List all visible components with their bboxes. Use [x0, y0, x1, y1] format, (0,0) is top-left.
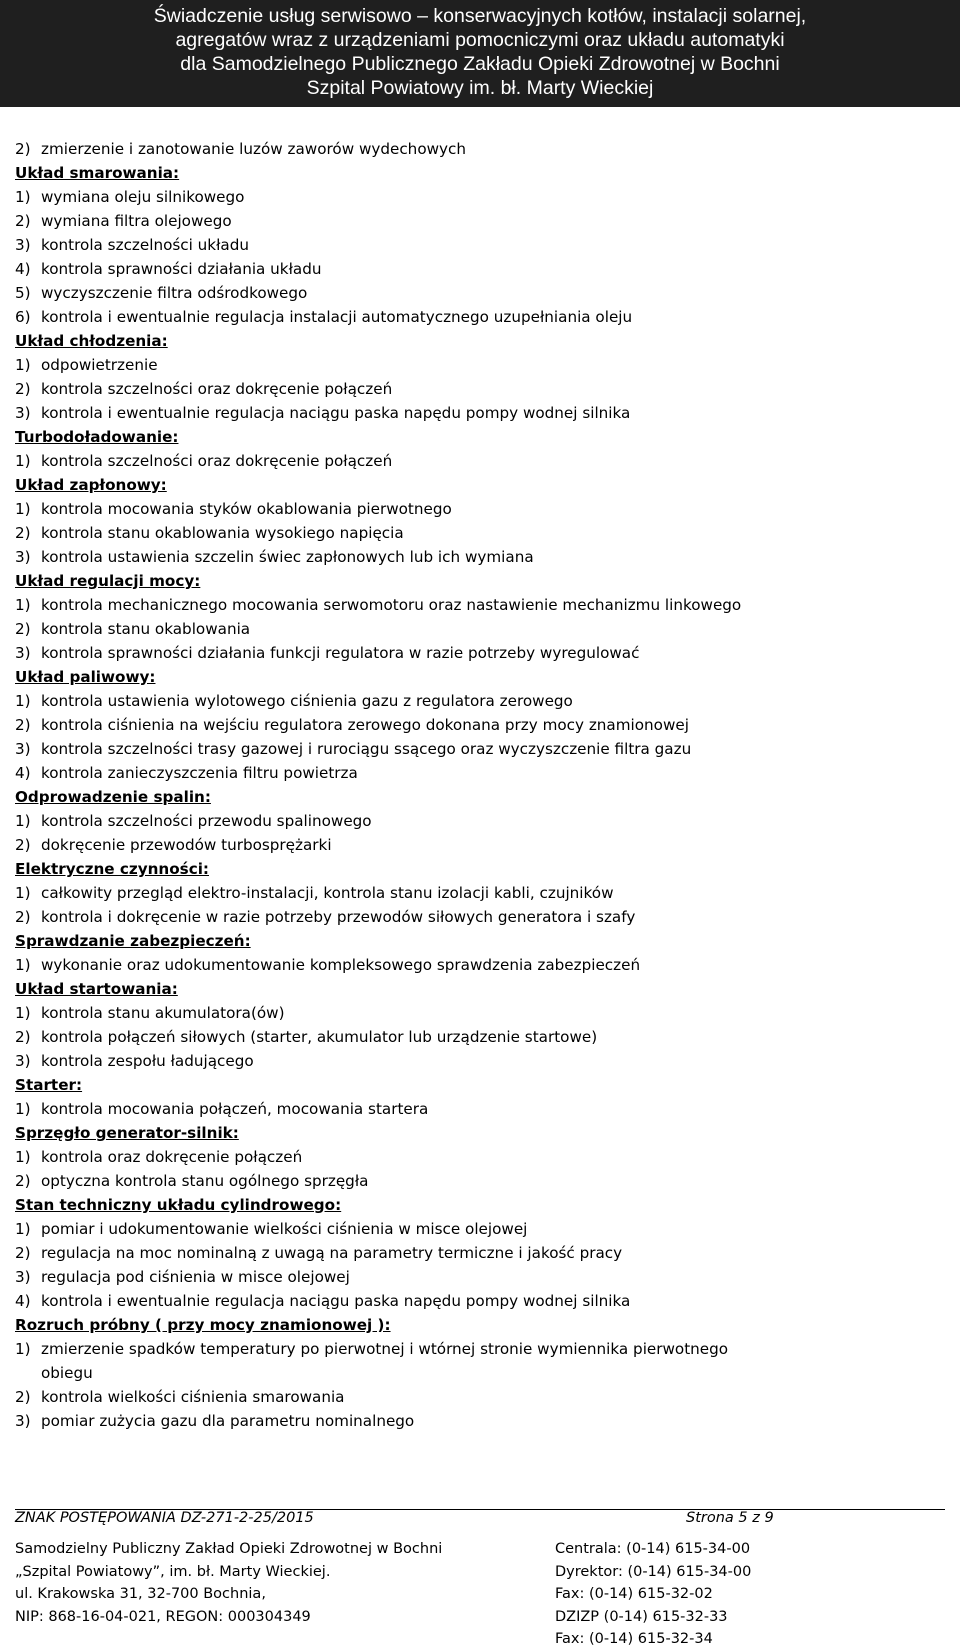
item-text: kontrola zespołu ładującego	[41, 1052, 254, 1070]
section-heading: Sprzęgło generator-silnik:	[15, 1124, 239, 1142]
address-line: NIP: 868-16-04-021, REGON: 000304349	[15, 1608, 311, 1625]
item-text: kontrola sprawności działania układu	[41, 260, 322, 278]
list-item	[15, 1337, 945, 1361]
item-text: odpowietrzenie	[41, 356, 158, 374]
item-number: 1)	[15, 596, 31, 614]
item-number: 1)	[15, 1004, 31, 1022]
item-number: 3)	[15, 644, 31, 662]
list-item	[15, 881, 945, 905]
item-text: kontrola wielkości ciśnienia smarowania	[41, 1388, 345, 1406]
item-text: kontrola i ewentualnie regulacja instalacji automatycznego uzupełniania oleju	[41, 308, 633, 326]
item-text: regulacja na moc nominalną z uwagą na parametry termiczne i jakość pracy	[41, 1244, 623, 1262]
contact-line: Centrala: (0-14) 615-34-00	[555, 1541, 751, 1557]
item-text: całkowity przegląd elektro-instalacji, kontrola stanu izolacji kabli, czujników	[41, 884, 614, 902]
contact-line: Dyrektor: (0-14) 615-34-00	[555, 1563, 752, 1580]
item-number: 2)	[15, 1244, 31, 1262]
list-item	[15, 545, 945, 569]
item-text: kontrola stanu akumulatora(ów)	[41, 1004, 285, 1022]
list-item	[15, 497, 945, 521]
list-item	[15, 137, 945, 161]
item-text: kontrola szczelności przewodu spalinowego	[41, 812, 372, 830]
item-text: dokręcenie przewodów turbosprężarki	[41, 836, 332, 854]
list-item	[15, 737, 945, 761]
item-number: 2)	[15, 212, 31, 230]
item-number: 2)	[15, 716, 31, 734]
item-number: 1)	[15, 452, 31, 470]
list-item-continuation: obiegu	[41, 1364, 93, 1382]
section-heading: Rozruch próbny ( przy mocy znamionowej ):	[15, 1316, 391, 1334]
item-text: kontrola stanu okablowania	[41, 620, 251, 638]
list-item	[15, 593, 945, 617]
list-item	[15, 281, 945, 305]
item-number: 1)	[15, 356, 31, 374]
item-number: 6)	[15, 308, 31, 326]
section-heading: Odprowadzenie spalin:	[15, 788, 211, 806]
item-number: 2)	[15, 836, 31, 854]
item-number: 3)	[15, 1052, 31, 1070]
list-item	[15, 401, 945, 425]
contact-line: Fax: (0-14) 615-32-34	[555, 1631, 713, 1647]
list-item	[15, 1025, 945, 1049]
item-text: kontrola szczelności oraz dokręcenie połączeń	[41, 380, 393, 398]
item-text: regulacja pod ciśnienia w misce olejowej	[41, 1268, 350, 1286]
item-number: 4)	[15, 1292, 31, 1310]
list-item	[15, 1289, 945, 1313]
item-text: kontrola mocowania połączeń, mocowania startera	[41, 1100, 429, 1118]
list-item	[15, 233, 945, 257]
item-number: 3)	[15, 236, 31, 254]
item-text: pomiar zużycia gazu dla parametru nominalnego	[41, 1412, 415, 1430]
list-item	[15, 617, 945, 641]
list-item	[15, 1265, 945, 1289]
section-heading: Turbodoładowanie:	[15, 428, 179, 446]
item-text: kontrola połączeń siłowych (starter, akumulator lub urządzenie startowe)	[41, 1028, 598, 1046]
item-number: 1)	[15, 500, 31, 518]
section-heading: Stan techniczny układu cylindrowego:	[15, 1196, 342, 1214]
item-number: 2)	[15, 380, 31, 398]
item-text: kontrola ustawienia szczelin świec zapłonowych lub ich wymiana	[41, 548, 534, 566]
section-heading: Układ regulacji mocy:	[15, 572, 201, 590]
section-heading: Układ smarowania:	[15, 164, 180, 182]
item-text: optyczna kontrola stanu ogólnego sprzęgła	[41, 1172, 369, 1190]
item-text: kontrola i ewentualnie regulacja naciągu paska napędu pompy wodnej silnika	[41, 404, 631, 422]
header-line: agregatów wraz z urządzeniami pomocniczymi oraz układu automatyki	[175, 29, 785, 51]
item-text: kontrola mocowania styków okablowania pierwotnego	[41, 500, 452, 518]
item-number: 2)	[15, 140, 31, 158]
item-number: 1)	[15, 884, 31, 902]
list-item	[15, 1001, 945, 1025]
item-number: 2)	[15, 620, 31, 638]
item-number: 1)	[15, 812, 31, 830]
item-number: 1)	[15, 956, 31, 974]
list-item	[15, 1097, 945, 1121]
document-body	[15, 137, 945, 1433]
list-item	[15, 449, 945, 473]
section-heading: Elektryczne czynności:	[15, 860, 209, 878]
case-number: ZNAK POSTĘPOWANIA DZ-271-2-25/2015	[15, 1510, 314, 1526]
item-number: 2)	[15, 908, 31, 926]
footer-address	[15, 1538, 442, 1628]
page-number: Strona 5 z 9	[686, 1510, 774, 1526]
item-text: kontrola mechanicznego mocowania serwomotoru oraz nastawienie mechanizmu linkowego	[41, 596, 742, 614]
item-number: 3)	[15, 740, 31, 758]
item-text: zmierzenie i zanotowanie luzów zaworów wydechowych	[41, 140, 466, 158]
item-number: 1)	[15, 1340, 31, 1358]
contact-line: DZIZP (0-14) 615-32-33	[555, 1608, 728, 1625]
item-number: 1)	[15, 1220, 31, 1238]
item-number: 3)	[15, 1268, 31, 1286]
item-text: kontrola zanieczyszczenia filtru powietrza	[41, 764, 358, 782]
item-number: 2)	[15, 1028, 31, 1046]
item-text: kontrola ustawienia wylotowego ciśnienia gazu z regulatora zerowego	[41, 692, 573, 710]
section-heading: Starter:	[15, 1076, 83, 1094]
list-item	[15, 1385, 945, 1409]
item-number: 3)	[15, 404, 31, 422]
item-number: 5)	[15, 284, 31, 302]
item-text: kontrola szczelności trasy gazowej i rurociągu ssącego oraz wyczyszczenie filtra gazu	[41, 740, 692, 758]
item-number: 2)	[15, 1172, 31, 1190]
header-line: Szpital Powiatowy im. bł. Marty Wieckiej	[306, 77, 654, 99]
item-number: 3)	[15, 548, 31, 566]
list-item	[15, 689, 945, 713]
header-line: Świadczenie usług serwisowo – konserwacyjnych kotłów, instalacji solarnej,	[153, 5, 807, 27]
list-item	[15, 905, 945, 929]
list-item	[15, 209, 945, 233]
item-text: kontrola szczelności układu	[41, 236, 249, 254]
list-item	[15, 1049, 945, 1073]
item-text: pomiar i udokumentowanie wielkości ciśnienia w misce olejowej	[41, 1220, 528, 1238]
list-item	[15, 641, 945, 665]
contact-line: Fax: (0-14) 615-32-02	[555, 1586, 713, 1602]
list-item	[15, 353, 945, 377]
list-item	[15, 1241, 945, 1265]
list-item	[15, 257, 945, 281]
list-item	[15, 1145, 945, 1169]
item-number: 1)	[15, 1148, 31, 1166]
section-heading: Sprawdzanie zabezpieczeń:	[15, 932, 251, 950]
section-heading: Układ chłodzenia:	[15, 332, 168, 350]
document-header	[0, 0, 960, 107]
list-item	[15, 521, 945, 545]
item-number: 1)	[15, 188, 31, 206]
address-line: „Szpital Powiatowy”, im. bł. Marty Wieckiej.	[15, 1563, 331, 1580]
item-text: wykonanie oraz udokumentowanie kompleksowego sprawdzenia zabezpieczeń	[41, 956, 641, 974]
section-heading: Układ paliwowy:	[15, 668, 156, 686]
list-item	[15, 1217, 945, 1241]
list-item	[15, 953, 945, 977]
item-text: wymiana filtra olejowego	[41, 212, 232, 230]
address-line: Samodzielny Publiczny Zakład Opieki Zdrowotnej w Bochni	[15, 1541, 443, 1557]
item-text: kontrola i ewentualnie regulacja naciągu paska napędu pompy wodnej silnika	[41, 1292, 631, 1310]
address-line: ul. Krakowska 31, 32-700 Bochnia,	[15, 1586, 266, 1602]
item-number: 2)	[15, 524, 31, 542]
item-text: kontrola ciśnienia na wejściu regulatora zerowego dokonana przy mocy znamionowej	[41, 716, 689, 734]
list-item	[15, 1169, 945, 1193]
list-item	[15, 713, 945, 737]
item-text: kontrola stanu okablowania wysokiego napięcia	[41, 524, 404, 542]
list-item	[15, 761, 945, 785]
header-line: dla Samodzielnego Publicznego Zakładu Opieki Zdrowotnej w Bochni	[180, 53, 780, 75]
list-item	[15, 1409, 945, 1433]
item-text: zmierzenie spadków temperatury po pierwotnej i wtórnej stronie wymiennika pierwotnego	[41, 1340, 729, 1358]
item-text: kontrola sprawności działania funkcji regulatora w razie potrzeby wyregulować	[41, 644, 640, 662]
item-number: 3)	[15, 1412, 31, 1430]
list-item	[15, 809, 945, 833]
item-number: 2)	[15, 1388, 31, 1406]
section-heading: Układ zapłonowy:	[15, 476, 167, 494]
footer-contacts	[555, 1538, 751, 1651]
item-text: wyczyszczenie filtra odśrodkowego	[41, 284, 308, 302]
list-item	[15, 305, 945, 329]
list-item	[15, 833, 945, 857]
section-heading: Układ startowania:	[15, 980, 178, 998]
item-text: wymiana oleju silnikowego	[41, 188, 245, 206]
item-number: 4)	[15, 260, 31, 278]
item-number: 4)	[15, 764, 31, 782]
item-number: 1)	[15, 1100, 31, 1118]
list-item	[15, 185, 945, 209]
list-item	[15, 377, 945, 401]
item-number: 1)	[15, 692, 31, 710]
item-text: kontrola szczelności oraz dokręcenie połączeń	[41, 452, 393, 470]
item-text: kontrola i dokręcenie w razie potrzeby przewodów siłowych generatora i szafy	[41, 908, 636, 926]
item-text: kontrola oraz dokręcenie połączeń	[41, 1148, 303, 1166]
